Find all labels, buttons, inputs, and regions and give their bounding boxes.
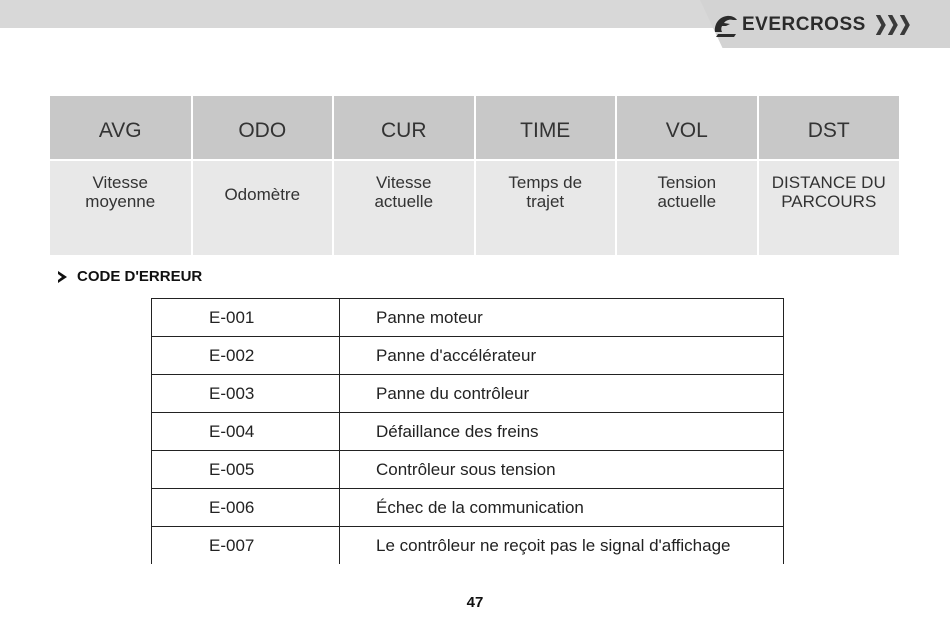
- error-description: Échec de la communication: [340, 489, 784, 527]
- error-description: Contrôleur sous tension: [340, 451, 784, 489]
- abbr-description: Vitesse actuelle: [333, 160, 475, 255]
- abbr-header: ODO: [192, 96, 334, 160]
- table-row: [152, 451, 784, 489]
- error-section-heading: [58, 268, 202, 285]
- abbr-description: DISTANCE DU PARCOURS: [758, 160, 900, 255]
- abbr-header: TIME: [475, 96, 617, 160]
- error-description: Panne du contrôleur: [340, 375, 784, 413]
- abbr-description: Temps de trajet: [475, 160, 617, 255]
- error-code-table: [151, 298, 784, 564]
- brand-name: EVERCROSS: [742, 14, 866, 35]
- error-description: Panne moteur: [340, 299, 784, 337]
- error-section-title: CODE D'ERREUR: [77, 268, 203, 285]
- error-code: E-007: [152, 527, 340, 565]
- table-row: [152, 299, 784, 337]
- abbr-header: CUR: [333, 96, 475, 160]
- arrow-bullet-icon: [58, 271, 67, 283]
- abbreviation-header-row: [50, 96, 899, 160]
- table-row: [152, 375, 784, 413]
- table-row: [152, 413, 784, 451]
- table-row: [152, 527, 784, 565]
- error-code: E-001: [152, 299, 340, 337]
- chevron-right-icon: [900, 15, 910, 35]
- abbr-header: VOL: [616, 96, 758, 160]
- table-row: [152, 337, 784, 375]
- error-description: Le contrôleur ne reçoit pas le signal d'affichage: [340, 527, 784, 565]
- chevron-right-icon: [876, 15, 886, 35]
- abbr-description: Vitesse moyenne: [50, 160, 192, 255]
- error-code: E-006: [152, 489, 340, 527]
- error-code: E-003: [152, 375, 340, 413]
- error-description: Panne d'accélérateur: [340, 337, 784, 375]
- abbreviation-description-row: [50, 160, 899, 255]
- error-description: Défaillance des freins: [340, 413, 784, 451]
- brand-logo: [712, 10, 910, 40]
- error-code: E-002: [152, 337, 340, 375]
- abbr-description: Tension actuelle: [616, 160, 758, 255]
- abbr-header: DST: [758, 96, 900, 160]
- horse-head-icon: [712, 12, 740, 38]
- abbr-description: Odomètre: [192, 160, 334, 255]
- abbr-header: AVG: [50, 96, 192, 160]
- abbreviation-table: [50, 96, 899, 255]
- page-number: 47: [466, 594, 484, 611]
- error-code: E-005: [152, 451, 340, 489]
- table-row: [152, 489, 784, 527]
- error-code: E-004: [152, 413, 340, 451]
- chevron-right-icon: [888, 15, 898, 35]
- brand-chevrons: [874, 15, 910, 35]
